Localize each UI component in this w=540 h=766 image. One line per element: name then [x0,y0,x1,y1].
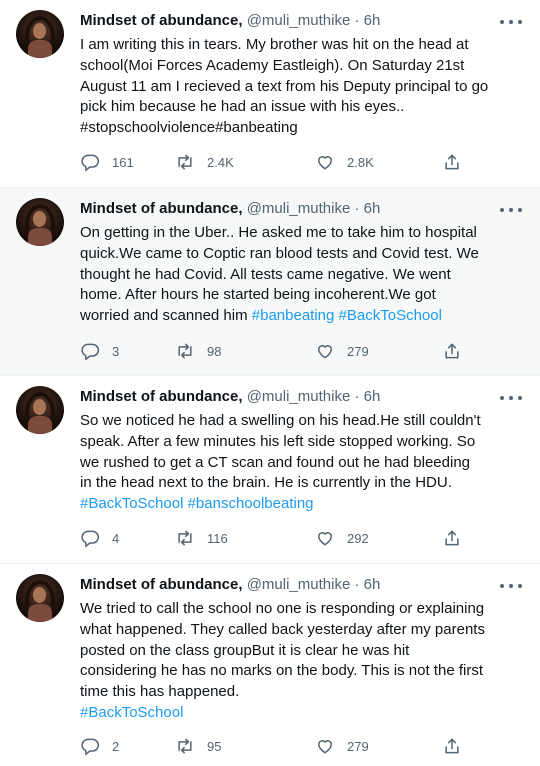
reply-icon [80,736,100,756]
tweet-text-line [80,453,530,474]
tweet-header [80,575,500,595]
text-segment: posted on the class groupBut it is clear he was hit [80,641,410,659]
avatar[interactable] [16,198,64,246]
more-options-icon[interactable] [500,578,522,594]
handle-and-time[interactable]: @muli_muthike · 6h [246,388,381,405]
retweet-icon [175,341,195,361]
text-segment: what happened. They called back yesterday after my parents [80,620,485,638]
avatar[interactable] [16,10,64,58]
reply-button[interactable] [80,150,134,174]
tweet-text-line [80,494,530,515]
text-segment: time this has happened. [80,683,240,701]
text-segment: thought he had Covid. All tests came negative. We went [80,265,451,283]
tweet-text-line [80,473,530,494]
tweet-text-line [80,118,530,139]
heart-icon [315,528,335,548]
reply-icon [80,341,100,361]
text-segment: pick him because he had an issue with his eyes.. [80,98,405,116]
tweet-text-line [80,620,530,641]
reply-count: 2 [112,738,120,754]
like-count: 279 [347,738,369,754]
tweet-text-line [80,285,530,306]
more-options-icon[interactable] [500,390,522,406]
tweet-actions [80,339,470,363]
heart-icon [315,736,335,756]
share-icon [442,152,462,172]
share-button[interactable] [442,526,462,550]
retweet-button[interactable] [175,734,221,758]
tweet-text-line [80,682,530,703]
retweet-count: 2.4K [207,154,234,170]
reply-icon [80,528,100,548]
tweet-text [80,35,530,139]
tweet-text-line [80,97,530,118]
tweet[interactable] [0,564,540,766]
author-name[interactable]: Mindset of abundance, [80,576,243,593]
retweet-button[interactable] [175,526,228,550]
reply-icon [80,152,100,172]
tweet-actions [80,734,470,758]
text-segment: speak. After a few minutes his left side stopped working. So [80,432,476,450]
reply-count: 4 [112,530,120,546]
share-button[interactable] [442,339,462,363]
retweet-count: 116 [207,530,228,546]
tweet-text-line [80,244,530,265]
text-segment: worried and scanned him [80,307,252,325]
share-icon [442,736,462,756]
hashtag-link[interactable]: #banschoolbeating [187,495,314,513]
retweet-count: 98 [207,343,222,359]
text-segment: August 11 am I recieved a text from his Deputy principal to go [80,77,489,95]
like-count: 292 [347,530,369,546]
tweet-actions [80,150,470,174]
like-count: 2.8K [347,154,374,170]
retweet-icon [175,152,195,172]
tweet-text-line [80,703,530,724]
heart-icon [315,152,335,172]
text-segment: quick.We came to Coptic ran blood tests and Covid test. We [80,244,479,262]
reply-count: 3 [112,343,120,359]
avatar[interactable] [16,574,64,622]
text-segment: So we noticed he had a swelling on his head.He still couldn't [80,412,481,429]
tweet-text-line [80,599,530,620]
tweet-text-line [80,661,530,682]
tweet-text-line [80,35,530,56]
retweet-button[interactable] [175,150,234,174]
like-button[interactable] [315,339,369,363]
heart-icon [315,341,335,361]
tweet-text-line [80,641,530,662]
more-options-icon[interactable] [500,14,522,30]
tweet-text-line [80,432,530,453]
text-segment: in the head next to the brain. He is currently in the HDU. [80,474,452,492]
hashtag-link[interactable]: #BackToSchool [80,495,184,513]
handle-and-time[interactable]: @muli_muthike · 6h [246,200,381,217]
text-segment: We tried to call the school no one is responding or explaining [80,600,485,617]
reply-button[interactable] [80,526,119,550]
retweet-icon [175,528,195,548]
text-segment: I am writing this in tears. My brother was hit on the head at [80,36,469,53]
hashtag-link[interactable]: #banbeating [251,307,335,325]
text-segment: considering he has no marks on the body. This is not the first [80,662,483,680]
reply-count: 161 [112,154,134,170]
like-count: 279 [347,343,369,359]
author-name[interactable]: Mindset of abundance, [80,12,243,29]
tweet-text-line [80,411,530,432]
tweet-text [80,223,530,327]
avatar[interactable] [16,386,64,434]
tweet[interactable] [0,376,540,564]
tweet-text-line [80,56,530,77]
tweet-text-line [80,306,530,327]
tweet-actions [80,526,470,550]
tweet[interactable] [0,0,540,188]
tweet-header [80,387,500,407]
retweet-button[interactable] [175,339,221,363]
retweet-count: 95 [207,738,222,754]
more-options-icon[interactable] [500,202,522,218]
tweet[interactable] [0,188,540,376]
retweet-icon [175,736,195,756]
tweet-text-line [80,223,530,244]
text-segment: #stopschoolviolence#banbeating [80,119,298,137]
hashtag-link[interactable]: #BackToSchool [80,703,184,721]
reply-button[interactable] [80,734,119,758]
handle-and-time[interactable]: @muli_muthike · 6h [246,12,381,29]
text-segment: school(Moi Forces Academy Eastleigh). On Saturday 21st [80,56,465,74]
tweet-text-line [80,265,530,286]
text-segment: home. After hours he started being incoherent.We got [80,286,436,304]
share-icon [442,341,462,361]
hashtag-link[interactable]: #BackToSchool [338,307,442,325]
tweet-text [80,411,530,515]
reply-button[interactable] [80,339,119,363]
author-name[interactable]: Mindset of abundance, [80,200,243,217]
text-segment: On getting in the Uber.. He asked me to take him to hospital [80,224,477,241]
author-name[interactable]: Mindset of abundance, [80,388,243,405]
share-button[interactable] [442,734,462,758]
tweet-header [80,11,500,31]
share-button[interactable] [442,150,462,174]
tweet-header [80,199,500,219]
like-button[interactable] [315,150,374,174]
like-button[interactable] [315,526,369,550]
like-button[interactable] [315,734,369,758]
text-segment: we rushed to get a CT scan and found out he had bleeding [80,453,471,471]
share-icon [442,528,462,548]
handle-and-time[interactable]: @muli_muthike · 6h [246,576,381,593]
tweet-text-line [80,77,530,98]
tweet-text [80,599,530,724]
